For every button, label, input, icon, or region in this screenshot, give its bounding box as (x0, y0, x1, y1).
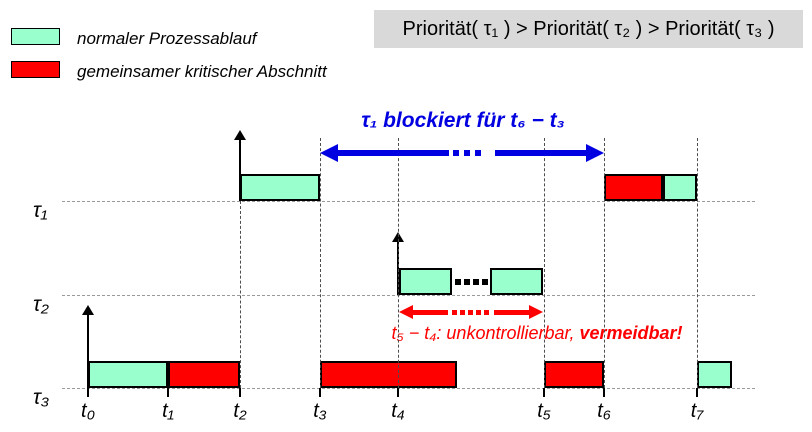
uncontrollable-arrow-shaft-left (411, 310, 448, 315)
uncontrollable-arrow-dot (484, 310, 489, 315)
task-segment-normal (240, 174, 320, 201)
uncontrollable-arrow-dot (468, 310, 473, 315)
task-segment-critical (320, 361, 457, 388)
task-label: τ₁ (33, 199, 48, 222)
task-segment-critical (168, 361, 240, 388)
task-segment-normal (663, 174, 697, 201)
blocking-annotation-text: τ₁ blockiert für t₆ − t₃ (361, 109, 565, 132)
continuation-dot (455, 279, 461, 285)
priority-relation-box: Priorität( τ₁ ) > Priorität( τ₂ ) > Priorität( τ₃ ) (374, 10, 803, 48)
time-label-t₁: t₁ (162, 400, 174, 422)
blocking-arrow-dot (453, 150, 459, 156)
uncontrollable-arrow-dot (476, 310, 481, 315)
task-segment-critical (604, 174, 663, 201)
uncontrollable-annotation-bold: vermeidbar! (579, 323, 683, 343)
time-tick (319, 388, 321, 397)
blocking-arrow-shaft-left (336, 150, 449, 156)
time-gridline (697, 138, 698, 388)
time-tick (397, 388, 399, 397)
time-tick (696, 388, 698, 397)
blocking-arrow-dot (475, 150, 481, 156)
task-segment-critical (544, 361, 604, 388)
time-gridline (604, 138, 605, 388)
uncontrollable-arrow-dot (460, 310, 465, 315)
time-gridline (398, 138, 399, 388)
legend-label-critical: gemeinsamer kritischer Abschnitt (77, 62, 327, 81)
time-tick (167, 388, 169, 397)
task-label: τ₂ (33, 293, 49, 316)
time-gridline (320, 138, 321, 388)
task-label: τ₃ (33, 386, 50, 409)
time-gridline (544, 138, 545, 388)
time-label-t₄: t₄ (391, 400, 405, 422)
uncontrollable-annotation-normal: t₅ − t₄: unkontrollierbar, (391, 323, 580, 343)
task-segment-normal (399, 268, 452, 295)
activation-arrow-head (234, 130, 246, 140)
time-gridline (240, 201, 241, 388)
uncontrollable-arrow-head-right (529, 305, 543, 319)
continuation-dot (464, 279, 470, 285)
task-segment-normal (88, 361, 168, 388)
blocking-arrow-head-right (586, 144, 604, 162)
time-tick (543, 388, 545, 397)
continuation-dot (482, 279, 488, 285)
continuation-dot (473, 279, 479, 285)
task-baseline (62, 388, 755, 389)
task-baseline (62, 295, 755, 296)
time-label-t₅: t₅ (537, 400, 551, 422)
task-segment-normal (697, 361, 732, 388)
time-label-t₆: t₆ (597, 400, 611, 422)
blocking-arrow-dot (464, 150, 470, 156)
task-baseline (62, 201, 755, 202)
time-label-t₇: t₇ (690, 400, 704, 422)
task-segment-normal (490, 268, 543, 295)
time-label-t₃: t₃ (313, 400, 327, 422)
uncontrollable-arrow-dot (452, 310, 457, 315)
time-tick (87, 388, 89, 397)
time-label-t₀: t₀ (81, 400, 95, 422)
time-label-t₂: t₂ (233, 400, 247, 422)
uncontrollable-arrow-shaft-right (494, 310, 531, 315)
time-tick (239, 388, 241, 397)
legend-label-normal: normaler Prozessablauf (77, 29, 257, 48)
activation-arrow-head (82, 305, 94, 315)
blocking-arrow-shaft-right (495, 150, 588, 156)
time-tick (603, 388, 605, 397)
